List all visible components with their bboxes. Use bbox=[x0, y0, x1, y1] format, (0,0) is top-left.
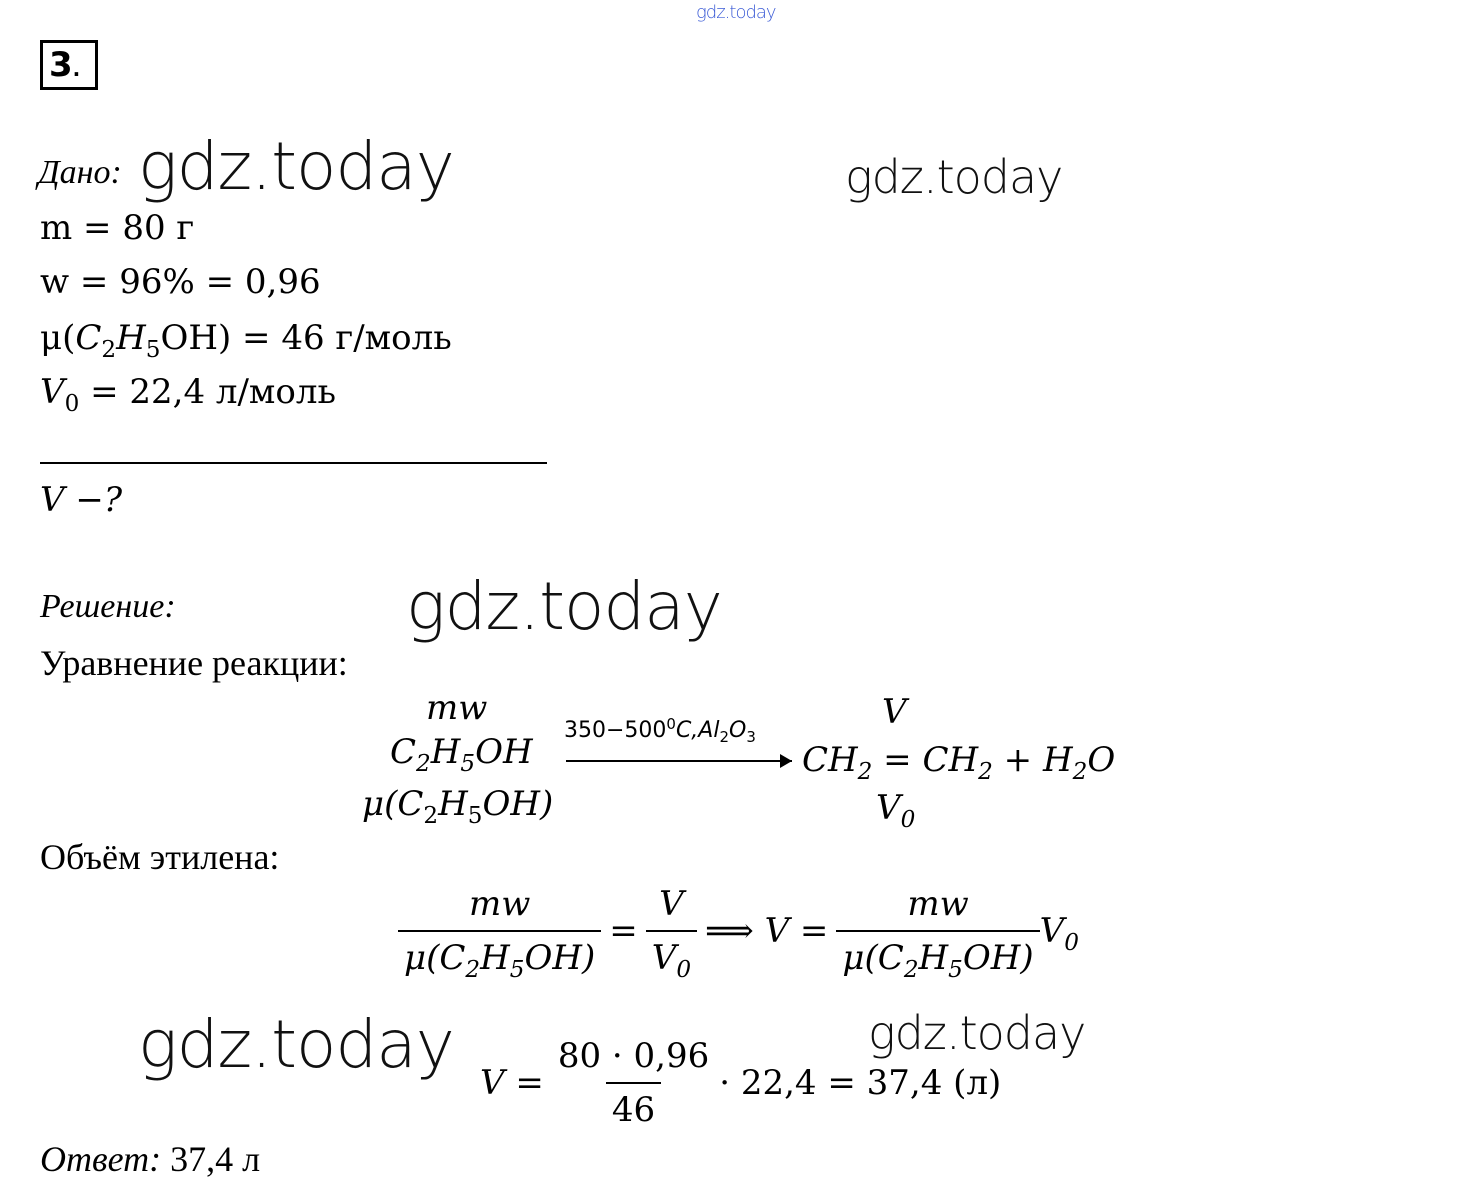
calc-denominator: 46 bbox=[606, 1082, 661, 1130]
reaction-arrow bbox=[566, 760, 792, 762]
oxygen-sub: 3 bbox=[746, 728, 756, 747]
ch-1: CH bbox=[802, 740, 858, 780]
ch-2: = CH bbox=[872, 740, 979, 780]
reaction-bottom-left bbox=[362, 784, 554, 830]
hydrogen-sub: 5 bbox=[467, 803, 483, 830]
answer bbox=[40, 1138, 260, 1180]
numerator: mw bbox=[468, 884, 531, 924]
ch-2-sub: 2 bbox=[978, 759, 993, 786]
carbon: C bbox=[390, 732, 417, 772]
answer-value: 37,4 л bbox=[161, 1139, 261, 1179]
ch-1-sub: 2 bbox=[857, 759, 873, 786]
calc-numerator: 80 · 0,96 bbox=[557, 1036, 710, 1076]
watermark-large-2: gdz.today bbox=[406, 568, 722, 645]
calc-lhs: V = bbox=[480, 1063, 544, 1103]
hydrogen-sub: 5 bbox=[460, 751, 476, 778]
solution-label: Решение: bbox=[40, 588, 176, 625]
denominator-v0 bbox=[646, 930, 697, 984]
oxygen: O bbox=[728, 718, 747, 743]
fraction-v-over-v0 bbox=[646, 884, 697, 984]
fraction-mw-over-mu-2 bbox=[836, 884, 1039, 984]
implies-v: ⟹ V = bbox=[705, 911, 829, 951]
numerator-v: V bbox=[659, 884, 684, 924]
carbon-sub: 2 bbox=[903, 957, 919, 984]
watermark-medium-1: gdz.today bbox=[845, 150, 1063, 204]
mu-c: μ(C bbox=[842, 938, 904, 978]
carbon-sub: 2 bbox=[423, 803, 439, 830]
equals-sign: = bbox=[609, 911, 638, 951]
reaction-bottom-right bbox=[876, 788, 916, 834]
carbon-sub: 2 bbox=[101, 337, 117, 364]
given-label: Дано: bbox=[38, 154, 122, 191]
fraction-mw-over-mu bbox=[398, 884, 601, 984]
temperature: 350−500 bbox=[564, 718, 667, 743]
volume-formula bbox=[398, 884, 1079, 984]
watermark-top: gdz.today bbox=[696, 2, 776, 23]
v0-sub: 0 bbox=[64, 391, 80, 418]
water-o: O bbox=[1087, 740, 1116, 780]
given-mass bbox=[40, 208, 194, 248]
v0-symbol: V bbox=[876, 788, 901, 828]
carbon: C bbox=[75, 318, 102, 358]
given-divider bbox=[40, 462, 547, 464]
problem-number bbox=[40, 40, 98, 90]
given-molar-mass bbox=[40, 318, 452, 364]
v0-sub: 0 bbox=[676, 957, 692, 984]
reaction-top-right: V bbox=[882, 692, 907, 732]
numerator: mw bbox=[907, 884, 969, 924]
degree: 0 bbox=[666, 714, 676, 733]
v0-sub: 0 bbox=[1064, 930, 1079, 957]
calc-result: · 22,4 = 37,4 (л) bbox=[719, 1063, 1002, 1103]
hydroxyl: OH bbox=[475, 732, 533, 772]
hydroxyl: OH) bbox=[482, 784, 554, 824]
hydroxyl: OH) bbox=[962, 938, 1034, 978]
al-sub: 2 bbox=[719, 728, 729, 747]
v0-sub: 0 bbox=[900, 807, 916, 834]
hydrogen: H bbox=[116, 318, 146, 358]
denominator bbox=[836, 930, 1039, 984]
water-h: + H bbox=[992, 740, 1073, 780]
hydrogen-sub: 5 bbox=[948, 957, 963, 984]
given-mass-text: m = 80 г bbox=[40, 208, 195, 248]
given-fraction bbox=[40, 262, 321, 302]
v0-symbol: V bbox=[651, 938, 677, 978]
hydrogen: H bbox=[918, 938, 949, 978]
hydroxyl: OH) bbox=[524, 938, 596, 978]
find-text: V −? bbox=[40, 480, 123, 520]
calc-fraction bbox=[552, 1036, 715, 1130]
watermark-large-3: gdz.today bbox=[138, 1006, 454, 1083]
hydrogen: H bbox=[430, 732, 461, 772]
v0-symbol: V bbox=[1039, 911, 1065, 951]
reaction-title: Уравнение реакции: bbox=[40, 643, 348, 683]
answer-label: Ответ: bbox=[40, 1139, 162, 1179]
problem-number-dot: . bbox=[72, 57, 81, 81]
hydrogen: H bbox=[438, 784, 468, 824]
watermark-large-1: gdz.today bbox=[138, 128, 454, 205]
v0-factor bbox=[1039, 911, 1079, 957]
water-sub: 2 bbox=[1072, 759, 1088, 786]
hydrogen-sub: 5 bbox=[145, 337, 161, 364]
mu-c: μ(C bbox=[404, 938, 466, 978]
oh-and-value: OH) = 46 г/моль bbox=[160, 318, 452, 358]
carbon-sub: 2 bbox=[465, 957, 481, 984]
volume-title: Объём этилена: bbox=[40, 837, 280, 877]
watermark-medium-2: gdz.today bbox=[868, 1006, 1086, 1060]
v0-value: = 22,4 л/моль bbox=[79, 372, 336, 412]
hydrogen: H bbox=[480, 938, 510, 978]
reaction-product bbox=[802, 740, 1116, 786]
given-molar-volume bbox=[40, 372, 336, 418]
mu-symbol: μ( bbox=[40, 318, 76, 358]
reaction-top-left: mw bbox=[426, 688, 488, 728]
problem-number-value: 3 bbox=[49, 45, 73, 85]
v0-symbol: V bbox=[40, 372, 65, 412]
carbon-sub: 2 bbox=[416, 751, 431, 778]
catalyst: C,Al bbox=[675, 718, 720, 743]
given-fraction-text: w = 96% = 0,96 bbox=[40, 262, 321, 302]
calculation bbox=[480, 1036, 1001, 1130]
mu-c: μ(C bbox=[362, 784, 424, 824]
reaction-condition bbox=[564, 714, 756, 747]
reaction-reactant bbox=[390, 732, 533, 778]
denominator bbox=[398, 930, 601, 984]
reaction-arrow-head bbox=[780, 754, 792, 768]
hydrogen-sub: 5 bbox=[509, 957, 525, 984]
